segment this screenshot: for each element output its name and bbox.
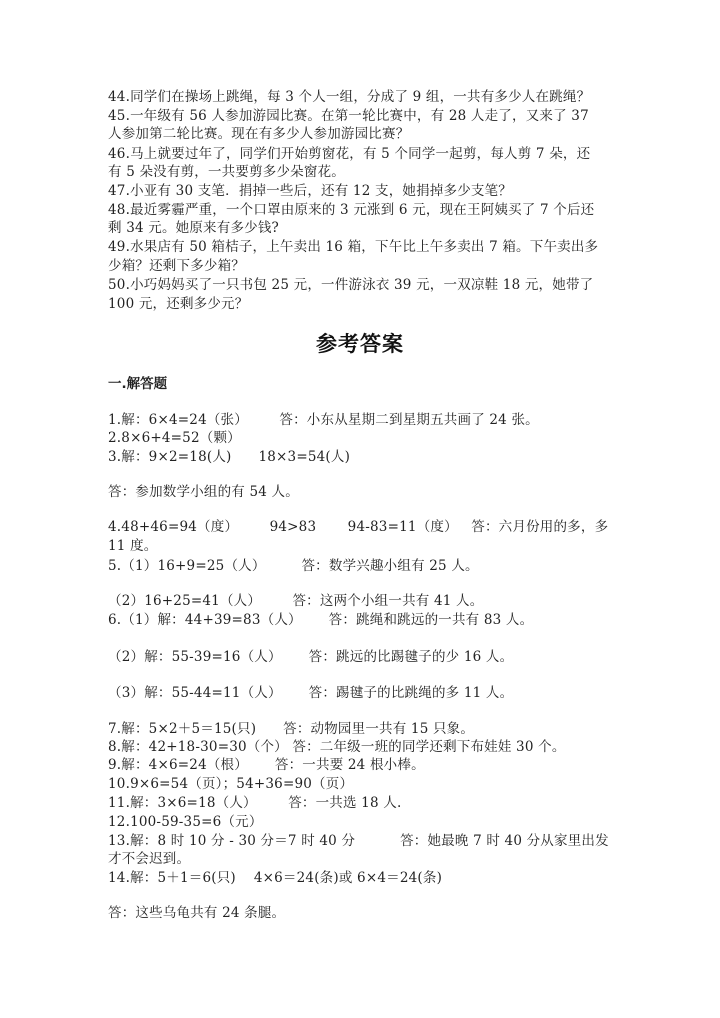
- question-45-line-2: 人参加第二轮比赛。现在有多少人参加游园比赛？: [108, 126, 410, 142]
- answer-4-line-2: 11 度。: [108, 538, 158, 554]
- answer-key-title: 参考答案: [316, 332, 404, 356]
- question-50-line-1: 50.小巧妈妈买了一只书包 25 元，一件游泳衣 39 元，一双凉鞋 18 元，她带了: [108, 277, 594, 293]
- answer-6-part-3: （3）解：55-44=11（人） 答：踢毽子的比跳绳的多 11 人。: [108, 685, 514, 701]
- answer-13-line-1: 13.解：8 时 10 分 - 30 分＝7 时 40 分 答：她最晚 7 时 40 分从家里出发: [108, 833, 609, 849]
- answer-14-conclusion: 答：这些乌龟共有 24 条腿。: [108, 905, 286, 921]
- answer-3: 3.解：9×2=18(人) 18×3=54(人): [108, 449, 351, 465]
- question-49-line-2: 少箱？还剩下多少箱？: [108, 258, 245, 274]
- answer-4-line-1: 4.48+46=94（度） 94>83 94-83=11（度） 答：六月份用的多，多: [108, 519, 609, 535]
- answer-5-part-2: （2）16+25=41（人） 答：这两个小组一共有 41 人。: [108, 593, 484, 609]
- answer-5-part-1: 5.（1）16+9=25（人） 答：数学兴趣小组有 25 人。: [108, 558, 479, 574]
- question-45-line-1: 45.一年级有 56 人参加游园比赛。在第一轮比赛中，有 28 人走了，又来了 37: [108, 108, 589, 124]
- question-47-line-1: 47.小亚有 30 支笔．捐掉一些后，还有 12 支，她捐掉多少支笔？: [108, 183, 512, 199]
- answer-14: 14.解：5＋1＝6(只) 4×6＝24(条)或 6×4＝24(条): [108, 870, 443, 886]
- section-heading: 一.解答题: [108, 376, 168, 392]
- question-48-line-1: 48.最近雾霾严重，一个口罩由原来的 3 元涨到 6 元，现在王阿姨买了 7 个后还: [108, 202, 595, 218]
- question-46-line-2: 有 5 朵没有剪，一共要剪多少朵窗花。: [108, 164, 345, 180]
- answer-6-part-2: （2）解：55-39=16（人） 答：跳远的比踢毽子的少 16 人。: [108, 649, 514, 665]
- answer-10: 10.9×6=54（页）；54+36=90（页）: [108, 776, 354, 792]
- answer-2: 2.8×6+4=52（颗）: [108, 430, 241, 446]
- question-48-line-2: 剩 34 元。她原来有多少钱?: [108, 220, 279, 236]
- answer-7: 7.解：5×2＋5＝15(只) 答：动物园里一共有 15 只象。: [108, 721, 475, 737]
- answer-6-part-1: 6.（1）解：44+39=83（人） 答：跳绳和跳远的一共有 83 人。: [108, 612, 534, 628]
- answer-11: 11.解：3×6=18（人） 答：一共选 18 人.: [108, 795, 402, 811]
- answer-13-line-2: 才不会迟到。: [108, 851, 191, 867]
- question-50-line-2: 100 元，还剩多少元？: [108, 296, 249, 312]
- question-49-line-1: 49.水果店有 50 箱桔子，上午卖出 16 箱，下午比上午多卖出 7 箱。下午卖出多: [108, 239, 599, 255]
- question-46-line-1: 46.马上就要过年了，同学们开始剪窗花，有 5 个同学一起剪，每人剪 7 朵，还: [108, 146, 591, 162]
- answer-1: 1.解：6×4=24（张） 答：小东从星期二到星期五共画了 24 张。: [108, 412, 539, 428]
- answer-9: 9.解：4×6=24（根） 答：一共要 24 根小棒。: [108, 757, 425, 773]
- answer-3-conclusion: 答：参加数学小组的有 54 人。: [108, 484, 299, 500]
- answer-8: 8.解：42+18-30=30（个） 答：二年级一班的同学还剩下布娃娃 30 个。: [108, 739, 566, 755]
- answer-12: 12.100-59-35=6（元）: [108, 814, 263, 830]
- question-44-line-1: 44.同学们在操场上跳绳，每 3 个人一组，分成了 9 组，一共有多少人在跳绳？: [108, 89, 591, 105]
